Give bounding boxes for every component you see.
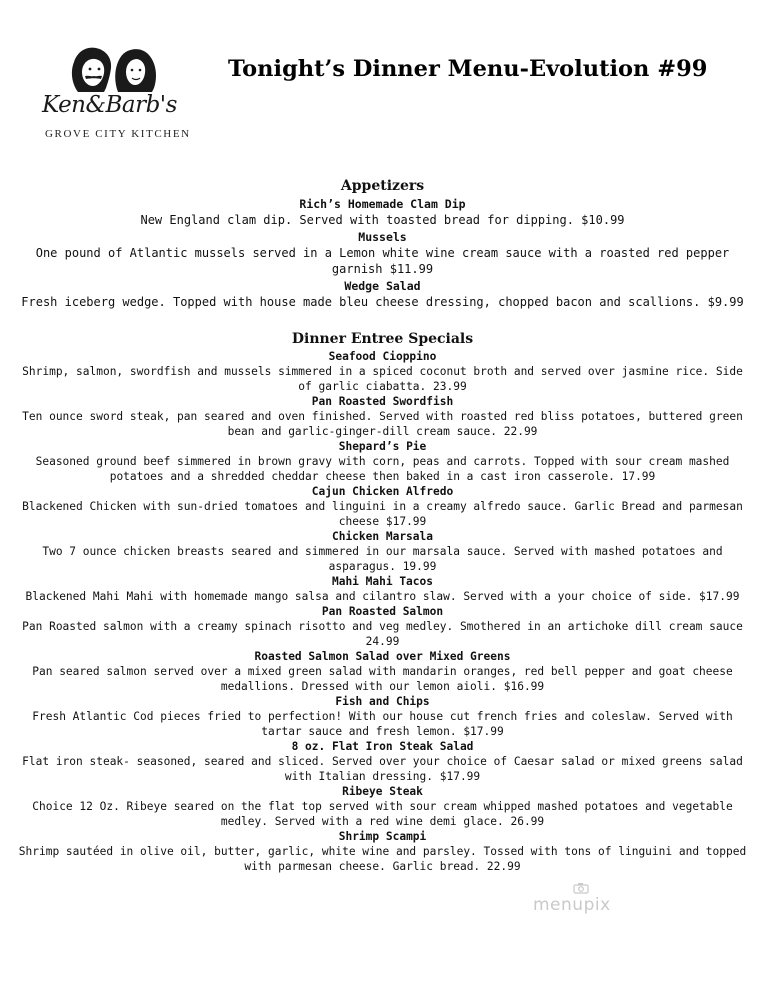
watermark — [533, 895, 611, 915]
menu-item — [14, 349, 751, 394]
watermark-text: menupix — [533, 895, 611, 915]
menu-item-name: Mahi Mahi Tacos — [331, 575, 434, 588]
menu-item-description: Blackened Mahi Mahi with homemade mango salsa and cilantro slaw. Served with a your choice of side. $17.99 — [25, 590, 740, 603]
menu-item — [14, 784, 751, 829]
restaurant-logo — [34, 42, 196, 146]
logo-subtitle: GROVE CITY KITCHEN — [45, 128, 191, 140]
menu-item-name: Pan Roasted Salmon — [321, 605, 444, 618]
menu-item-description: Fresh iceberg wedge. Topped with house made bleu cheese dressing, chopped bacon and scallions. $9.99 — [21, 294, 744, 309]
menu-item — [14, 278, 751, 311]
menu-body — [14, 176, 751, 874]
appetizers-heading: Appetizers — [340, 178, 425, 194]
menu-item — [14, 829, 751, 874]
menu-item — [14, 439, 751, 484]
menu-item-description: New England clam dip. Served with toasted bread for dipping. $10.99 — [140, 213, 625, 227]
entrees-section — [14, 329, 751, 874]
menu-item-description: Choice 12 Oz. Ribeye seared on the flat top served with sour cream whipped mashed potatoes and vegetable medley. Served with a red wine demi glace. 26.99 — [32, 800, 733, 828]
menu-item-name: Ribeye Steak — [342, 785, 423, 798]
menu-item-description: Ten ounce sword steak, pan seared and oven finished. Served with roasted red bliss potatoes, buttered green bean and garlic-ginger-dill cream sauce. 22.99 — [22, 410, 743, 438]
menu-item — [14, 604, 751, 649]
menu-item-name: Wedge Salad — [344, 278, 421, 293]
couple-portrait-icon — [68, 42, 168, 94]
menu-item-description: Flat iron steak- seasoned, seared and sliced. Served over your choice of Caesar salad or mixed greens salad with Italian dressing. $17.99 — [22, 755, 743, 783]
menu-item-name: 8 oz. Flat Iron Steak Salad — [291, 740, 474, 753]
menu-item-name: Seafood Cioppino — [328, 350, 437, 363]
camera-icon — [573, 879, 589, 899]
menu-item-description: Pan Roasted salmon with a creamy spinach risotto and veg medley. Smothered in an artichoke dill cream sauce 24.99 — [22, 620, 743, 648]
menu-item-name: Cajun Chicken Alfredo — [311, 485, 454, 498]
menu-item-name: Mussels — [358, 229, 407, 244]
entrees-heading: Dinner Entree Specials — [291, 331, 474, 347]
menu-item — [14, 739, 751, 784]
menu-item — [14, 229, 751, 278]
appetizers-section — [14, 176, 751, 310]
menu-item-name: Pan Roasted Swordfish — [311, 395, 454, 408]
logo-name: Ken&Barb's — [42, 92, 177, 118]
menu-item-description: Pan seared salmon served over a mixed green salad with mandarin oranges, red bell pepper and goat cheese medallions. Dressed with our lemon aioli. $16.99 — [32, 665, 733, 693]
menu-item-description: Shrimp sautéed in olive oil, butter, garlic, white wine and parsley. Tossed with tons of linguini and topped with parmesan cheese. Garlic bread. 22.99 — [18, 845, 747, 873]
menu-item — [14, 484, 751, 529]
menu-item-name: Rich’s Homemade Clam Dip — [299, 197, 466, 211]
menu-item — [14, 196, 751, 229]
menu-item-name: Fish and Chips — [335, 695, 430, 708]
menu-item-description: Blackened Chicken with sun-dried tomatoes and linguini in a creamy alfredo sauce. Garlic Bread and parmesan cheese $17.99 — [22, 500, 743, 528]
menu-item — [14, 574, 751, 604]
menu-item-name: Shepard’s Pie — [338, 440, 427, 453]
menu-item — [14, 694, 751, 739]
menu-item — [14, 394, 751, 439]
menu-item-name: Roasted Salmon Salad over Mixed Greens — [254, 650, 511, 663]
menu-item-description: Seasoned ground beef simmered in brown gravy with corn, peas and carrots. Topped with sour cream mashed potatoes and a shredded cheddar cheese then baked in a cast iron casserole. 17.99 — [35, 455, 730, 483]
menu-item-description: Two 7 ounce chicken breasts seared and simmered in our marsala sauce. Served with mashed potatoes and asparagus. 19.99 — [42, 545, 723, 573]
menu-item-description: Shrimp, salmon, swordfish and mussels simmered in a spiced coconut broth and served over jasmine rice. Side of garlic ciabatta. 23.99 — [22, 365, 743, 393]
menu-item-name: Shrimp Scampi — [338, 830, 427, 843]
menu-item-name: Chicken Marsala — [331, 530, 434, 543]
menu-item — [14, 649, 751, 694]
menu-item — [14, 529, 751, 574]
menu-item-description: One pound of Atlantic mussels served in a Lemon white wine cream sauce with a roasted red pepper garnish $11.99 — [35, 245, 730, 276]
page-title: Tonight’s Dinner Menu-Evolution #99 — [228, 56, 708, 82]
menu-item-description: Fresh Atlantic Cod pieces fried to perfection! With our house cut french fries and coleslaw. Served with tartar sauce and fresh lemon. $17.99 — [32, 710, 733, 738]
